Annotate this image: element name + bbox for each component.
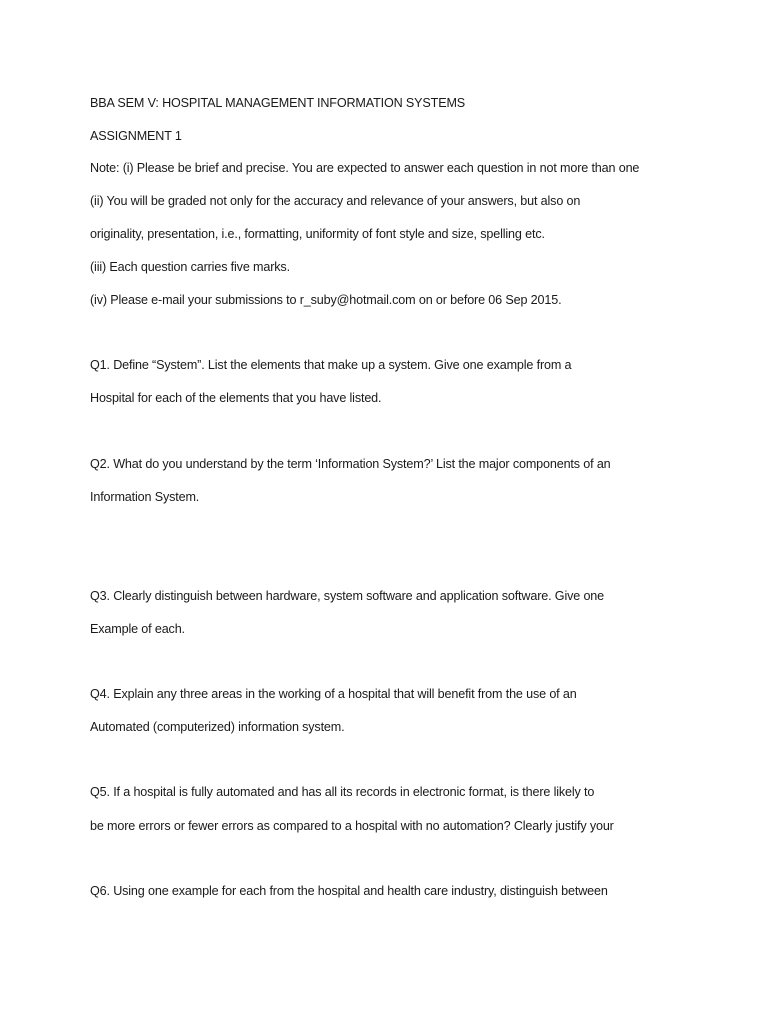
note-line: (iii) Each question carries five marks. bbox=[90, 260, 290, 274]
note-line: originality, presentation, i.e., formatting, uniformity of font style and size, spelling etc. bbox=[90, 227, 545, 241]
question-3-line: Q3. Clearly distinguish between hardware, system software and application software. Give one bbox=[90, 589, 605, 603]
question-1-line: Q1. Define “System”. List the elements that make up a system. Give one example from a bbox=[90, 358, 572, 372]
question-1-line: Hospital for each of the elements that you have listed. bbox=[90, 391, 382, 405]
question-6-line: Q6. Using one example for each from the hospital and health care industry, distinguish between bbox=[90, 884, 608, 898]
document-title: BBA SEM V: HOSPITAL MANAGEMENT INFORMATION SYSTEMS bbox=[90, 96, 466, 110]
question-2-line: Information System. bbox=[90, 490, 200, 504]
question-4-line: Q4. Explain any three areas in the working of a hospital that will benefit from the use of an bbox=[90, 687, 577, 701]
question-3-line: Example of each. bbox=[90, 622, 185, 636]
note-line: Note: (i) Please be brief and precise. You are expected to answer each question in not more than one bbox=[90, 161, 640, 175]
assignment-heading: ASSIGNMENT 1 bbox=[90, 129, 182, 143]
note-line: (ii) You will be graded not only for the accuracy and relevance of your answers, but also on bbox=[90, 194, 581, 208]
question-5-line: be more errors or fewer errors as compared to a hospital with no automation? Clearly justify your bbox=[90, 819, 614, 833]
note-line: (iv) Please e-mail your submissions to r_suby@hotmail.com on or before 06 Sep 2015. bbox=[90, 293, 562, 307]
question-5-line: Q5. If a hospital is fully automated and has all its records in electronic format, is there likely to bbox=[90, 785, 595, 799]
question-4-line: Automated (computerized) information system. bbox=[90, 720, 345, 734]
question-2-line: Q2. What do you understand by the term ‘Information System?’ List the major components of an bbox=[90, 457, 611, 471]
